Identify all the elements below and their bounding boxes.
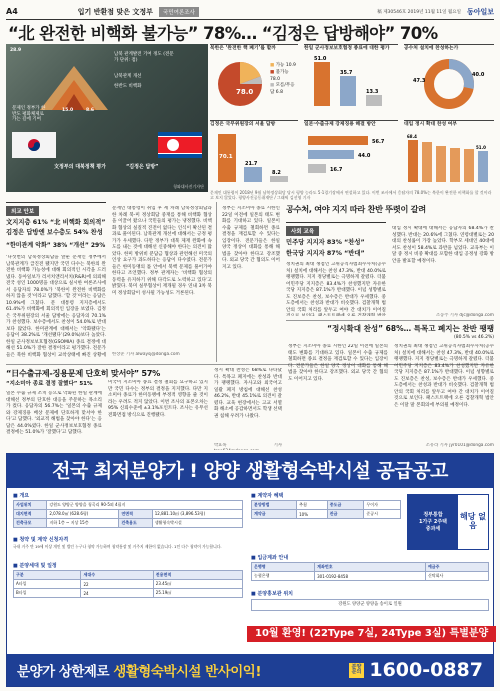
divider <box>6 202 106 203</box>
bar-value: 56.7 <box>372 138 385 145</box>
ad-bank-label: ■ 입금계좌 안내 <box>251 555 289 561</box>
masthead <box>6 4 494 20</box>
divider <box>286 320 494 321</box>
ad-overview-table <box>13 500 243 528</box>
left-story-body: ‘다섯번의 남북정상회담을 앞둔 문재인 정부에서 남북관계가 급진전 됐지만 국민 다수는 북한의 완전한 비핵화 가능성에 대해 회의적인 시각을 드러냈다. 동아일보가 리서치앤리서치(R&R)에 의뢰해 전국 성인 1000명을 대상으로 실시한 여론조사에서 응답자의 78.0%가 ‘북한이 완전한 비핵화를 하지 않을 것’이라고 답했다. ‘할 것’이라는 응답은 10.9%에 그쳤다. 문 대통령 지지층에서도 61.4%가 비핵화에 회의적인 입장을 보였다. 김정은 국무위원장의 서울 답방에는 응답자의 70.1%가 찬성했다. 보수층에서도 찬성이 54.0%로 반대보다 많았다. 한미관계에 대해서는 ‘악화됐다’는 응답이 38.2%로 ‘개선됐다’(29.0%)보다 높았다. 한일 군사정보보호협정(GSOMIA) 종료 결정에 대해선 51.0%가 잘한 결정이라고 평가했다. 전문가들은 북한 비핵화 협상이 교착상태에 빠진 상황에 <box>6 255 106 357</box>
photo-credit: 청와대사진기자단 <box>173 184 204 189</box>
infographic-japan <box>304 120 398 190</box>
table-cell: 구분 <box>14 571 81 580</box>
table-row <box>14 571 243 580</box>
table-cell: 분양방법 <box>252 501 297 510</box>
tax-badge-label <box>408 495 458 549</box>
ad-footer-text <box>17 660 261 680</box>
section-tag: 국민여론조사 <box>159 7 199 17</box>
bottom-story-body-2: 미국이 지소미아 종료 결정 철회를 요구하고 있지만 국민 다수는 정부의 결정을 지지했다. 다만 지소미아 종료가 한미동맹에 부정적 영향을 줄 것이라는 우려도 적지 않았다. 이번 조사의 표본오차는 95% 신뢰수준에 ±3.1%포인트다. 조사는 유무선 전화면접 방식으로 진행됐다. <box>108 380 208 418</box>
infographic-admission <box>404 120 494 190</box>
real-estate-advertisement <box>6 453 494 687</box>
table-cell: 신탁회사 <box>425 572 488 581</box>
bar-chart <box>404 128 494 186</box>
story-subhead-2: 김정은 답방엔 보수층도 54% 찬성 <box>6 229 103 236</box>
table-cell: 강원도 양양군 양양읍 청곡리 90-5외 4필지 <box>47 501 243 510</box>
issue-info: 稿 제30546호 2019년 11월 11일 월요일 <box>377 9 461 15</box>
table-row <box>252 572 489 581</box>
infographic-title: 일본·수출규제 강제징용 해결 방안 <box>304 122 376 127</box>
bottom-story-byline-2: 조유라 기자 jyr0101@donga.com <box>425 443 494 448</box>
bar-value: 70.1 <box>219 153 233 160</box>
bottom-story-body-5: 정치권의 최대 쟁점인 고위공직자범죄수사처(공수처) 설치에 대해서는 찬성 47.3%, 반대 40.0%로 팽팽했다. 지지 정당별로는 극명하게 갈렸다. 더불어민주당 지지층은 83.4%가 찬성했지만 자유한국당 지지층은 87.1%가 반대했다. 이념 성향별로도 진보층은 찬성, 보수층은 반대가 우세했다. 중도층에서는 찬성과 반대가 비슷했다. 검찰개혁 법안의 국회 처리를 앞두고 여야 간 대치가 이어질 것으로 보인다. 패스트트랙에 오른 검찰개혁 법안은 이달 말 본회의에 부의될 예정이다. <box>394 344 494 408</box>
bottom-story-headline: “日수출규제-징용문제 단호히 맞서야” 57% <box>6 368 161 378</box>
right-story-byline: 조동주 기자 djc@donga.com <box>435 313 494 318</box>
donut-value: 47.3 <box>413 77 426 84</box>
hbar-chart <box>304 128 398 186</box>
pie-value-main: 78.0 <box>236 87 254 96</box>
table-cell: 계약금 <box>252 510 297 519</box>
infographic-nuclear <box>210 44 298 116</box>
bottom-story-body-3: 정시 확대 찬성은 68%로 나타났다. 특목고 폐지에는 찬성과 반대가 팽팽했다. 자사고와 외국어고 일괄 폐지 방침에 대해선 찬성 46.2%, 반대 45.1%로 의견이 갈렸다. 교육 현장에서는 고교 서열화 해소에 공감하면서도 학생 선택권 침해 우려가 나왔다. <box>214 368 282 419</box>
ad-footer <box>7 654 493 686</box>
right-story-subhead-1: 민주당 지지자 83% “찬성” <box>286 239 365 246</box>
table-cell: 준공시 <box>364 510 401 519</box>
phone-number[interactable]: 1600-0887 <box>369 659 483 681</box>
korea-flag-icon <box>12 132 56 158</box>
mid-story-body: 문재인 대통령이 취임 후 세 차례 남북정상회담과 한 차례 북-미 정상회담 중재를 통해 비핵화 협상을 이끌어 왔으나 국민들의 평가는 냉정했다. 비핵화 협상의 실질적 진전이 없다는 인식이 확산된 결과로 풀이된다. 남북관계 개선에 대해서는 긍정 평가가 우세했다. 다만 정부가 대북 제재 완화에 속도를 내는 것에 대해선 신중해야 한다는 의견이 많았다. 한미 방위비 분담금 협상과 관련해선 미국의 인상 요구가 과도하다는 응답이 다수였다. 전문가들은 한미동맹의 틀 안에서 북핵 문제를 풀어가야 한다고 조언했다. 정부 관계자는 ‘비핵화 협상의 동력을 유지하기 위해 다각도로 노력하고 있다’고 밝혔다. 북미 실무협상이 재개될 경우 연내 3차 북미 정상회담이 성사될 가능성도 거론된다. <box>112 206 212 296</box>
photo-chart-value-3: 8.6 <box>86 108 94 113</box>
legend-item: ■ 모름/무응답 6.8 <box>270 83 295 95</box>
north-korea-flag-icon <box>158 132 202 158</box>
table-row <box>14 589 243 598</box>
photo-chart-label-1: 문제인 정부가 한반도 평화체제로 가는 길에 기여 <box>12 106 46 123</box>
bar-chart <box>210 128 298 186</box>
photo-chart-label-2: 남북관계 개선 <box>114 74 142 79</box>
bottom-story-body-1: 일본 수출 규제 조치 등으로 악화된 한일 관계에 대해선 정부의 단호한 대응을 주문하는 목소리가 컸다. 응답자의 56.7%는 ‘일본의 수출 규제와 강제징용 배상 문제에 단호하게 맞서야 한다’고 답했다. ‘외교적 해법을 찾아야 한다’는 응답은 44.0%였다. 한일 군사정보보호협정 종료 결정에는 51.0%가 ‘잘했다’고 답했다. <box>6 391 102 436</box>
table-cell: 전용면적 <box>153 571 242 580</box>
table-row <box>252 501 401 510</box>
table-cell: 24 <box>81 589 153 598</box>
photo-chart-value-2: 15.0 <box>62 108 74 113</box>
table-cell: 사업위치 <box>14 501 47 510</box>
bar-value: 8.2 <box>272 169 281 176</box>
story-subhead-3: “한미관계 악화” 38% “개선” 29% <box>6 242 106 249</box>
news-photo <box>6 44 208 192</box>
table-row <box>14 501 243 510</box>
table-cell: 건축용도 <box>119 519 152 528</box>
table-row <box>252 510 401 519</box>
table-cell: 2,078.0㎡ (628.6평) <box>47 510 119 519</box>
bar-value: 16.7 <box>330 166 343 173</box>
ad-contract-table <box>251 500 401 519</box>
bar-value: 44.0 <box>358 152 371 159</box>
table-row <box>14 519 243 528</box>
table-cell: 12,881.10㎡ (3,896.53평) <box>152 510 242 519</box>
table-cell: 농협은행 <box>252 572 315 581</box>
photo-caption-left: 文정부의 대북정책 평가 <box>54 164 106 170</box>
photo-chart-label-3: 한반도 비핵화 <box>114 84 142 89</box>
table-cell: 은행명 <box>252 563 315 572</box>
right-story-headline-2: “정시확대 찬성” 68%… 특목고 폐지는 찬반 팽팽 <box>327 324 494 333</box>
infographic-title: 북한은 ‘완전한 핵 폐기’를 할까 <box>210 46 276 51</box>
infographics-panel <box>210 44 494 190</box>
table-cell: 연면적 <box>119 510 152 519</box>
ad-notice-label: ■ 청약 및 계약 신청자격 <box>13 537 69 543</box>
table-cell: 잔금 <box>327 510 364 519</box>
table-cell: A타입 <box>14 580 81 589</box>
table-cell: 중도금 <box>327 501 364 510</box>
table-row <box>14 580 243 589</box>
bar-chart <box>304 52 398 112</box>
infographic-visit <box>210 120 298 190</box>
ad-title: 전국 최저분양가 ! 양양 생활형숙박시설 공급공고 <box>7 454 493 488</box>
section-title: 입기 반환점 맞은 文정부 <box>77 7 153 16</box>
table-cell: 무이자 <box>364 501 401 510</box>
infographic-title: 한일 군사정보보호협정 종료에 대한 평가 <box>304 46 390 51</box>
phone-label <box>349 663 365 678</box>
table-cell: 건축규모 <box>14 519 47 528</box>
bar-value: 35.7 <box>340 69 353 76</box>
table-cell: B타입 <box>14 589 81 598</box>
table-cell: 23.45㎡ <box>153 580 242 589</box>
infographic-title: 대입 정시 확대 찬성 여부 <box>404 122 458 127</box>
tax-badge-line: 1가구 2주택 <box>418 518 448 525</box>
right-story-headline: 공수처, 여야 지지 따라 찬반 뚜렷이 갈려 <box>286 204 426 214</box>
bar-value: 21.7 <box>245 160 258 167</box>
table-row <box>14 510 243 519</box>
ad-units-table <box>13 570 243 598</box>
ad-units-label: ■ 분양세대 및 일정 <box>13 563 57 569</box>
legend-item: ■ 가능 10.9 <box>270 63 296 68</box>
bar-value: 13.3 <box>366 88 379 95</box>
table-cell: 세대수 <box>81 571 153 580</box>
ad-office-label: ■ 분양홍보관 위치 <box>251 591 294 597</box>
divider <box>286 222 386 223</box>
ad-footer-lead: 분양가 상한제로 <box>17 664 114 680</box>
section-label: 외교 안보 <box>6 206 39 216</box>
table-cell: 계좌번호 <box>315 563 426 572</box>
phone-label-line: 문의 <box>351 669 362 675</box>
divider <box>216 202 217 362</box>
right-story-subhead-2: 한국당 지지자 87% “반대” <box>286 250 365 257</box>
ad-footer-highlight: 생활형숙박시설 반사이익! <box>113 664 261 680</box>
page-number: A4 <box>6 7 18 16</box>
tax-badge-value: 해당 없음 <box>460 512 486 530</box>
ad-bank-table <box>251 562 489 581</box>
mid2-story-body: 정부는 지소미아 종료 시한인 22일 이전에 일본의 태도 변화를 기대하고 있다. 일본이 수출 규제를 철회하면 종료 결정을 재검토할 수 있다는 입장이다. 전문가들은 한일 양국 정상이 대화를 통해 해법을 찾아야 한다고 강조했다. 외교 당국 간 협의도 이어지고 있다. <box>222 206 280 270</box>
infographic-title: 공수처 설치에 찬성하는가 <box>404 46 459 51</box>
infographic-cio <box>404 44 494 116</box>
table-cell: 대지면적 <box>14 510 47 519</box>
bar-value: 68.4 <box>407 133 417 139</box>
infographic-title: 김정은 국무위원장의 서울 답방 <box>210 122 276 127</box>
page-headline: “北 완전한 비핵화 불가능” 78%… “김정은 답방해야” 70% <box>8 24 438 43</box>
infographic-gsomia <box>304 44 398 116</box>
donut-chart <box>404 52 494 112</box>
ad-contract-label: ■ 계약자 혜택 <box>251 493 284 499</box>
table-cell: 추첨 <box>297 501 328 510</box>
tax-badge-line: 중과세 <box>425 525 441 532</box>
newspaper-logo: 동아일보 <box>466 6 494 16</box>
table-cell: 301-0192-8458 <box>315 572 426 581</box>
table-cell: 생활형숙박시설 <box>152 519 242 528</box>
tax-badge <box>407 494 489 550</box>
ad-special-sale-pill: 10월 환영! (22Type 7실, 24Type 3실) 특별분양 <box>247 626 496 642</box>
ad-overview-label: ■ 개요 <box>13 493 30 499</box>
mid-story-byline: 한상준 기자 alwaysj@donga.com <box>112 352 180 357</box>
table-cell: 예금주 <box>425 563 488 572</box>
photo-chart-value-1: 28.9 <box>10 48 22 53</box>
pie-legend <box>270 63 298 97</box>
bar-value: 51.0 <box>314 55 327 62</box>
table-cell: 지하 1층 ~ 지상 15층 <box>47 519 119 528</box>
table-cell: 25.19㎡ <box>153 589 242 598</box>
donut-value: 40.0 <box>472 71 485 78</box>
infographics-caption: 문재인 대통령이 2018년 9월 남북정상회담 당시 평양 능라도 5·1경기장에서 연설하고 있다. 이번 조사에서 응답자의 78.0%는 북한이 완전한 비핵화를 할 것이라고 보지 않았다. 평양사진공동취재단 / 그래픽 김선영 기자 <box>210 190 492 200</box>
right-story-body: 정치권의 최대 쟁점인 고위공직자범죄수사처(공수처) 설치에 대해서는 찬성 47.3%, 반대 40.0%로 팽팽했다. 지지 정당별로는 극명하게 갈렸다. 더불어민주당 지지층은 83.4%가 찬성했지만 자유한국당 지지층은 87.1%가 반대했다. 이념 성향별로도 진보층은 찬성, 보수층은 반대가 우세했다. 중도층에서는 찬성과 반대가 비슷했다. 검찰개혁 법안의 국회 처리를 앞두고 여야 간 대치가 이어질 <box>286 262 386 313</box>
bottom-story-body-4: 정부는 지소미아 종료 시한인 22일 이전에 일본의 태도 변화를 기대하고 있다. 일본이 수출 규제를 철회하면 종료 결정을 재검토할 수 있다는 입장이다. 전문가들은 한일 양국 정상이 대화를 통해 해법을 찾아야 한다고 강조했다. 외교 당국 간 협의도 이어지고 있다. <box>288 344 388 382</box>
right-story-body-2: 대입 정시 확대에 대해서는 응답자의 68.4%가 찬성했다. 반대는 20.6%에 그쳤다. 연령대별로는 20대의 찬성률이 가장 높았다. 학부모 세대인 40대에서도 찬성이 58.4%로 과반을 넘었다. 교육부는 이달 중 정시 비중 확대를 포함한 대입 공정성 강화 방안을 발표할 예정이다. <box>392 226 494 264</box>
ad-office-address: 강원도 양양군 양양읍 송이로 일원 <box>251 599 489 611</box>
photo-caption-right: “김정은 답방” <box>126 164 159 170</box>
bottom-story-subhead: “지소미아 종료 결정 잘했다” 51% <box>6 381 93 387</box>
section-label: 사회 교육 <box>286 226 319 236</box>
photo-chart-label-0: 남북 관계발전 기여 정도 (전문가 단위: 점) <box>114 52 174 63</box>
right-story-headline-2-sub: (80.5% vs 46.2%) <box>454 335 494 340</box>
table-row <box>252 563 489 572</box>
tax-badge-line: 정부통합 <box>423 511 443 518</box>
phone-label-line: 분양 <box>351 663 362 670</box>
photo-chart-overlay <box>34 58 114 118</box>
bottom-story-byline: 박효목 기자 <box>214 443 282 448</box>
story-subhead-1: 文지지층 61% “北 비핵화 회의적” <box>6 219 106 226</box>
table-cell: 10% <box>297 510 328 519</box>
table-cell: 22 <box>81 580 153 589</box>
bar-value: 51.0 <box>476 144 486 150</box>
ad-notice-text: 국내 거주 만 19세 이상 개인 및 법인 누구나 청약 가능하며 청약통장 및 거주지 제한이 없습니다. 1인 다수 청약이 가능합니다. <box>13 544 222 549</box>
legend-item: ■ 불가능 78.0 <box>270 69 289 82</box>
